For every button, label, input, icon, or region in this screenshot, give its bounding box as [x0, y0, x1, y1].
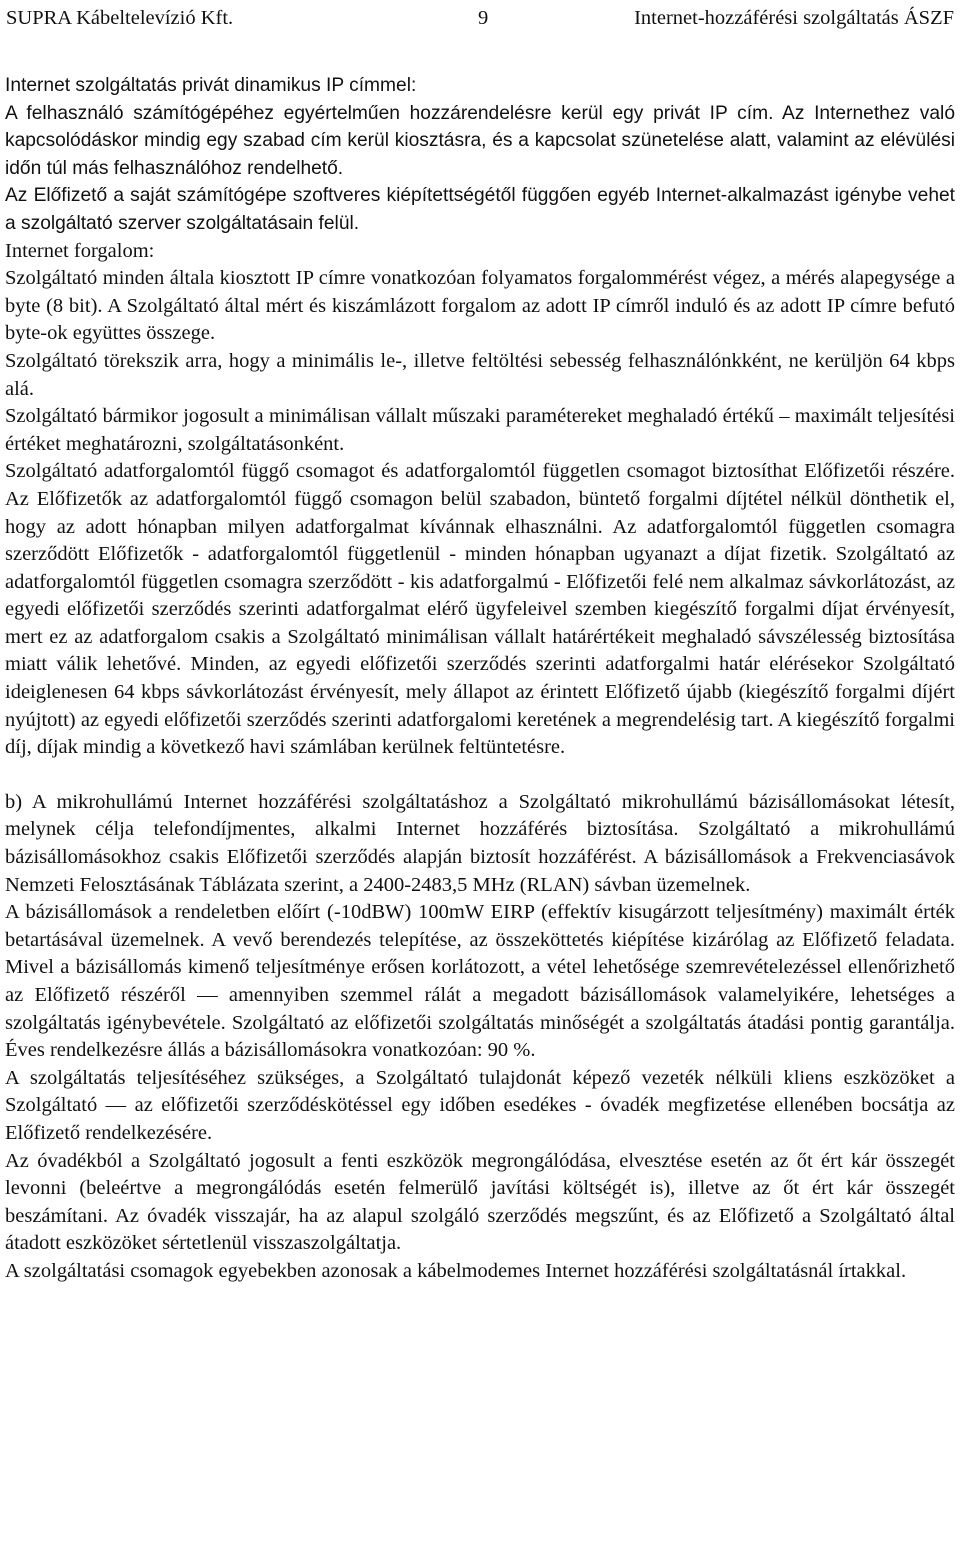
- paragraph-dynamic-ip-heading: Internet szolgáltatás privát dinamikus IP címmel:: [5, 75, 417, 96]
- paragraph-maximum-performance: Szolgáltató bármikor jogosult a minimálisan vállalt műszaki paramétereket meghaladó értékű – maximált teljesítési értéket meghatározni, szolgáltatásonként.: [5, 405, 955, 455]
- document-body: [5, 72, 955, 1286]
- page-header: [6, 2, 954, 34]
- header-company-name: SUPRA Kábeltelevízió Kft.: [6, 7, 234, 29]
- paragraph-traffic-heading: Internet forgalom:: [5, 239, 155, 262]
- header-document-title: Internet-hozzáférési szolgáltatás ÁSZF: [634, 7, 954, 29]
- section-spacer: [5, 762, 955, 789]
- paragraph-traffic-measurement: Szolgáltató minden általa kiosztott IP címre vonatkozóan folyamatos forgalommérést végez, a mérés alapegysége a byte (8 bit). A Szolgáltató által mért és kiszámlázott forgalom az adott IP címről induló és az adott IP címre befutó byte-ok együttes összege.: [5, 267, 955, 345]
- paragraph-microwave-intro: b) A mikrohullámú Internet hozzáférési szolgáltatáshoz a Szolgáltató mikrohullámú bázisállomásokat létesít, melynek célja telefondíjmentes, alkalmi Internet hozzáférés biztosítása. Szolgáltató a mikrohullámú bázisállomásokhoz csakis Előfizetői szerződés alapján biztosít hozzáférést. A bázisállomások a Frekvenciasávok Nemzeti Felosztásának Táblázata szerint, a 2400-2483,5 MHz (RLAN) sávban üzemelnek.: [5, 790, 955, 896]
- paragraph-traffic-packages: Szolgáltató adatforgalomtól függő csomagot és adatforgalomtól független csomagot biztosíthat Előfizetői részére. Az Előfizetők az adatforgalomtól függő csomagon belül szabadon, büntető forgalmi díjtétel nélkül dönthetik el, hogy az adott hónapban milyen adatforgalmat kívánnak elhasználni. Az adatforgalomtól független csomagra szerződött Előfizetők - adatforgalomtól függetlenül - minden hónapban ugyanazt a díjat fizetik. Szolgáltató az adatforgalomtól független csomagra szerződött - kis adatforgalmú - Előfizetői felé nem alkalmaz sávkorlátozást, az egyedi előfizetői szerződés szerinti adatforgalmat elérő ügyfeleivel szemben kiegészítő forgalmi díjat érvényesít, mert ez az adatforgalom csakis a Szolgáltató minimálisan vállalt határértékeit meghaladó sávszélesség biztosítása miatt válik lehetővé. Minden, az egyedi előfizetői szerződés szerinti adatforgalmi határ elérésekor Szolgáltató ideiglenesen 64 kbps sávkorlátozást érvényesít, mely állapot az érintett Előfizető újabb (kiegészítő forgalmi díjért nyújtott) az egyedi előfizetői szerződés szerinti adatforgalomi keretének a megrendelésig tart. A kiegészítő forgalmi díj, díjak mindig a következő havi számlában kerülnek feltüntetésre.: [5, 460, 955, 759]
- paragraph-deposit-terms: Az óvadékból a Szolgáltató jogosult a fenti eszközök megrongálódása, elvesztése esetén az őt ért kár összegét levonni (beleértve a megrongálódás esetén felmerülő javítási költségét is), illetve az őt ért kár összegét beszámítani. Az óvadék visszajár, ha az alapul szolgáló szerződés megszűnt, és az Előfizető a Szolgáltató által átadott eszközöket sértetlenül visszaszolgáltatja.: [5, 1149, 955, 1255]
- paragraph-client-devices: A szolgáltatás teljesítéséhez szükséges, a Szolgáltató tulajdonát képező vezeték nélküli kliens eszközöket a Szolgáltató — az előfizetői szerződéskötéssel egy időben esedékes - óvadék megfizetése ellenében bocsátja az Előfizető rendelkezésére.: [5, 1066, 955, 1144]
- paragraph-dynamic-ip-description: A felhasználó számítógépéhez egyértelműen hozzárendelésre kerül egy privát IP cím. Az Internethez való kapcsolódáskor mindig egy szabad cím kerül kiosztásra, és a kapcsolat szünetelése alatt, valamint az elévülési időn túl más felhasználóhoz rendelhető.: [5, 102, 955, 179]
- paragraph-internet-applications: Az Előfizető a saját számítógépe szoftveres kiépítettségétől függően egyéb Internet-alkalmazást igénybe vehet a szolgáltató szerver szolgáltatásain felül.: [5, 185, 955, 234]
- paragraph-minimum-speed: Szolgáltató törekszik arra, hogy a minimális le-, illetve feltöltési sebesség felhasználónkként, ne kerüljön 64 kbps alá.: [5, 349, 955, 400]
- page-number: 9: [478, 7, 489, 29]
- paragraph-base-station-power: A bázisállomások a rendeletben előírt (-10dBW) 100mW EIRP (effektív kisugárzott teljesítmény) maximált érték betartásával üzemelnek. A vevő berendezés telepítése, az összeköttetés kiépítése kizárólag az Előfizető feladata. Mivel a bázisállomás kimenő teljesítménye erősen korlátozott, a vétel lehetősége szemrevételezéssel ellenőrizhető az Előfizető részéről — amennyiben szemmel rálát a megadott bázisállomások valamelyikére, lehetséges a szolgáltatás igénybevétele. Szolgáltató az előfizetői szolgáltatás minőségét a szolgáltatás átadási pontig garantálja. Éves rendelkezésre állás a bázisállomásokra vonatkozóan: 90 %.: [5, 901, 955, 1062]
- paragraph-package-reference: A szolgáltatási csomagok egyebekben azonosak a kábelmodemes Internet hozzáférési szolgáltatásnál írtakkal.: [5, 1259, 907, 1282]
